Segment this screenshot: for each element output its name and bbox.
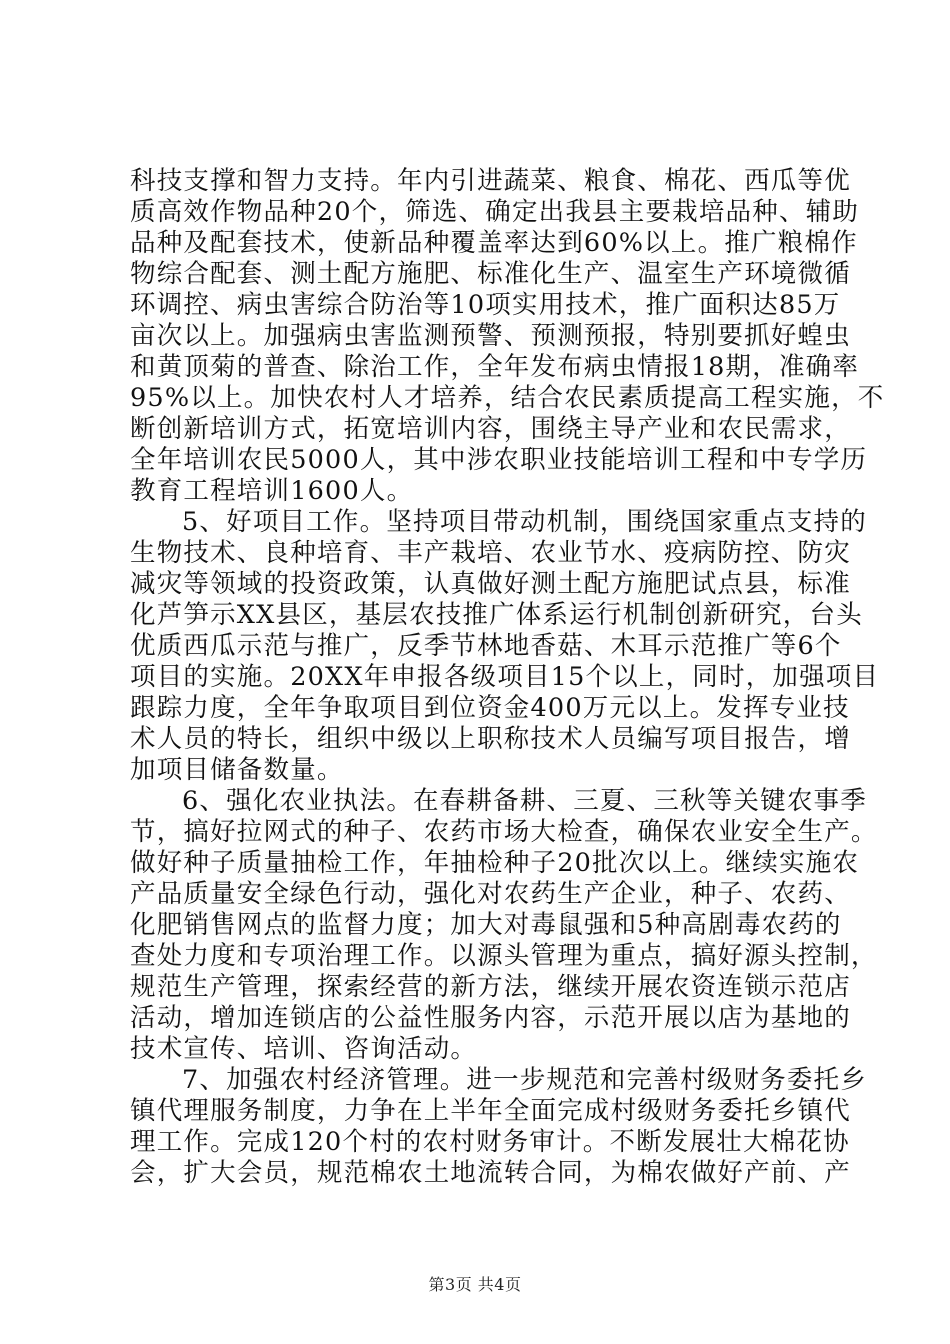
text-line: 95%以上。加快农村人才培养，结合农民素质提高工程实施，不: [130, 383, 885, 413]
paragraph-start-line: 5、好项目工作。坚持项目带动机制，围绕国家重点支持的: [182, 507, 867, 537]
text-line: 教育工程培训1600人。: [130, 476, 414, 506]
text-line: 质高效作物品种20个，筛选、确定出我县主要栽培品种、辅助: [130, 197, 860, 227]
text-line: 节，搞好拉网式的种子、农药市场大检查，确保农业安全生产。: [130, 817, 878, 847]
page-footer: 第3页 共4页: [428, 1275, 522, 1294]
text-line: 跟踪力度，全年争取项目到位资金400万元以上。发挥专业技: [130, 693, 850, 723]
document-body: [130, 166, 885, 1189]
text-line: 化芦笋示XX县区，基层农技推广体系运行机制创新研究，台头: [130, 600, 863, 630]
text-line: 规范生产管理，探索经营的新方法，继续开展农资连锁示范店: [130, 972, 851, 1002]
text-line: 会，扩大会员，规范棉农土地流转合同，为棉农做好产前、产: [130, 1158, 851, 1188]
text-line: 优质西瓜示范与推广，反季节林地香菇、木耳示范推广等6个: [130, 631, 842, 661]
text-line: 化肥销售网点的监督力度；加大对毒鼠强和5种高剧毒农药的: [130, 910, 842, 940]
paragraph-start-line: 6、强化农业执法。在春耕备耕、三夏、三秋等关键农事季: [182, 786, 867, 816]
text-line: 品种及配套技术，使新品种覆盖率达到60%以上。推广粮棉作: [130, 228, 858, 258]
text-line: 和黄顶菊的普查、除治工作，全年发布病虫情报18期，准确率: [130, 352, 860, 382]
text-line: 查处力度和专项治理工作。以源头管理为重点，搞好源头控制，: [130, 941, 878, 971]
text-line: 生物技术、良种培育、丰产栽培、农业节水、疫病防控、防灾: [130, 538, 851, 568]
text-line: 理工作。完成120个村的农村财务审计。不断发展壮大棉花协: [130, 1127, 850, 1157]
text-line: 加项目储备数量。: [130, 755, 344, 785]
text-line: 科技支撑和智力支持。年内引进蔬菜、粮食、棉花、西瓜等优: [130, 166, 851, 196]
text-line: 活动，增加连锁店的公益性服务内容，示范开展以店为基地的: [130, 1003, 851, 1033]
text-line: 术人员的特长，组织中级以上职称技术人员编写项目报告，增: [130, 724, 851, 754]
text-line: 断创新培训方式，拓宽培训内容，围绕主导产业和农民需求，: [130, 414, 851, 444]
text-line: 全年培训农民5000人，其中涉农职业技能培训工程和中专学历: [130, 445, 868, 475]
text-line: 产品质量安全绿色行动，强化对农药生产企业，种子、农药、: [130, 879, 851, 909]
paragraph-start-line: 7、加强农村经济管理。进一步规范和完善村级财务委托乡: [182, 1065, 867, 1095]
text-line: 环调控、病虫害综合防治等10项实用技术，推广面积达85万: [130, 290, 841, 320]
text-line: 减灾等领域的投资政策，认真做好测土配方施肥试点县，标准: [130, 569, 851, 599]
text-line: 镇代理服务制度，力争在上半年全面完成村级财务委托乡镇代: [130, 1096, 851, 1126]
text-line: 技术宣传、培训、咨询活动。: [130, 1034, 478, 1064]
text-line: 亩次以上。加强病虫害监测预警、预测预报，特别要抓好蝗虫: [130, 321, 851, 351]
text-line: 做好种子质量抽检工作，年抽检种子20批次以上。继续实施农: [130, 848, 860, 878]
text-line: 物综合配套、测土配方施肥、标准化生产、温室生产环境微循: [130, 259, 851, 289]
text-line: 项目的实施。20XX年申报各级项目15个以上，同时，加强项目: [130, 662, 880, 692]
